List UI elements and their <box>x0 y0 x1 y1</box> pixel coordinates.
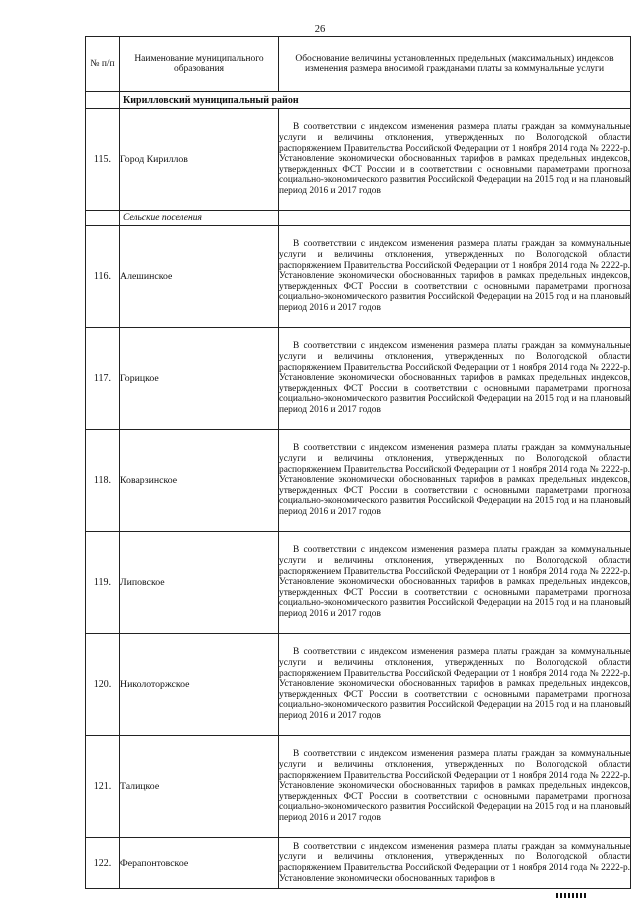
row-number: 121. <box>86 736 120 838</box>
row-number: 120. <box>86 634 120 736</box>
tariff-table <box>85 36 631 889</box>
header-municipality: Наименование муниципального образования <box>120 37 279 92</box>
page-marker <box>556 893 586 898</box>
basis-text: В соответствии с индексом изменения размера платы граждан за коммунальные услуги и величины отклонения, утвержденных по Вологодской области распоряжением Правительства Российской Федерации от 1 ноября 2014 года № 2222-р. Установление экономически обоснованных тарифов в рамках предельных индексов, утвержденных ФСТ России в соответствии с основными параметрами прогноза социально-экономического развития Российской Федерации на 2015 год и на плановый период 2016 и 2017 годов <box>279 749 630 823</box>
basis-text: В соответствии с индексом изменения размера платы граждан за коммунальные услуги и величины отклонения, утвержденных по Вологодской области распоряжением Правительства Российской Федерации от 1 ноября 2014 года № 2222-р. Установление экономически обоснованных тарифов в рамках предельных индексов, утвержденных ФСТ России в соответствии с основными параметрами прогноза социально-экономического развития Российской Федерации на 2015 год и на плановый период 2016 и 2017 годов <box>279 545 630 619</box>
municipality-name: Николоторжское <box>120 634 279 736</box>
row-number: 116. <box>86 226 120 328</box>
municipality-name: Коварзинское <box>120 430 279 532</box>
municipality-name: Талицкое <box>120 736 279 838</box>
row-number: 122. <box>86 838 120 889</box>
table-row <box>86 736 631 838</box>
header-number: № п/п <box>86 37 120 92</box>
district-number-cell <box>86 92 120 109</box>
table-row <box>86 838 631 889</box>
row-number: 117. <box>86 328 120 430</box>
district-row <box>86 92 631 109</box>
basis-text-cell <box>279 634 631 736</box>
municipality-name: Ферапонтовское <box>120 838 279 889</box>
basis-text: В соответствии с индексом изменения размера платы граждан за коммунальные услуги и величины отклонения, утвержденных по Вологодской области распоряжением Правительства Российской Федерации от 1 ноября 2014 года № 2222-р. Установление экономически обоснованных тарифов в рамках предельных индексов, утвержденных ФСТ России и в соответствии с основными параметрами прогноза социально-экономического развития Российской Федерации на 2015 год и на плановый период 2016 и 2017 годов <box>279 122 630 196</box>
section-number-cell <box>86 211 120 226</box>
basis-text: В соответствии с индексом изменения размера платы граждан за коммунальные услуги и величины отклонения, утвержденных по Вологодской области распоряжением Правительства Российской Федерации от 1 ноября 2014 года № 2222-р. Установление экономически обоснованных тарифов в <box>279 841 630 884</box>
page-number: 26 <box>314 24 326 35</box>
basis-text-cell <box>279 736 631 838</box>
basis-text: В соответствии с индексом изменения размера платы граждан за коммунальные услуги и величины отклонения, утвержденных по Вологодской области распоряжением Правительства Российской Федерации от 1 ноября 2014 года № 2222-р. Установление экономически обоснованных тарифов в рамках предельных индексов, утвержденных ФСТ России в соответствии с основными параметрами прогноза социально-экономического развития Российской Федерации на 2015 год и на плановый период 2016 и 2017 годов <box>279 443 630 517</box>
municipality-name: Липовское <box>120 532 279 634</box>
municipality-name: Горицкое <box>120 328 279 430</box>
section-label: Сельские поселения <box>120 211 279 226</box>
table-row <box>86 109 631 211</box>
section-empty-cell <box>279 211 631 226</box>
table-row <box>86 328 631 430</box>
basis-text: В соответствии с индексом изменения размера платы граждан за коммунальные услуги и величины отклонения, утвержденных по Вологодской области распоряжением Правительства Российской Федерации от 1 ноября 2014 года № 2222-р. Установление экономически обоснованных тарифов в рамках предельных индексов, утвержденных ФСТ России в соответствии с основными параметрами прогноза социально-экономического развития Российской Федерации на 2015 год и на плановый период 2016 и 2017 годов <box>279 239 630 313</box>
table-row <box>86 532 631 634</box>
basis-text-cell <box>279 109 631 211</box>
table-row <box>86 430 631 532</box>
basis-text-cell <box>279 430 631 532</box>
table-row <box>86 634 631 736</box>
municipality-name: Город Кириллов <box>120 109 279 211</box>
section-row <box>86 211 631 226</box>
basis-text-cell <box>279 226 631 328</box>
basis-text-cell <box>279 532 631 634</box>
table-row <box>86 226 631 328</box>
table-header-row <box>86 37 631 92</box>
row-number: 119. <box>86 532 120 634</box>
row-number: 115. <box>86 109 120 211</box>
municipality-name: Алешинское <box>120 226 279 328</box>
header-basis: Обоснование величины установленных предельных (максимальных) индексов изменения размера вносимой гражданами платы за коммунальные услуги <box>279 37 631 92</box>
district-name: Кирилловский муниципальный район <box>120 92 631 109</box>
basis-text-cell <box>279 838 631 889</box>
row-number: 118. <box>86 430 120 532</box>
basis-text: В соответствии с индексом изменения размера платы граждан за коммунальные услуги и величины отклонения, утвержденных по Вологодской области распоряжением Правительства Российской Федерации от 1 ноября 2014 года № 2222-р. Установление экономически обоснованных тарифов в рамках предельных индексов, утвержденных ФСТ России в соответствии с основными параметрами прогноза социально-экономического развития Российской Федерации на 2015 год и на плановый период 2016 и 2017 годов <box>279 341 630 415</box>
basis-text: В соответствии с индексом изменения размера платы граждан за коммунальные услуги и величины отклонения, утвержденных по Вологодской области распоряжением Правительства Российской Федерации от 1 ноября 2014 года № 2222-р. Установление экономически обоснованных тарифов в рамках предельных индексов, утвержденных ФСТ России в соответствии с основными параметрами прогноза социально-экономического развития Российской Федерации на 2015 год и на плановый период 2016 и 2017 годов <box>279 647 630 721</box>
basis-text-cell <box>279 328 631 430</box>
